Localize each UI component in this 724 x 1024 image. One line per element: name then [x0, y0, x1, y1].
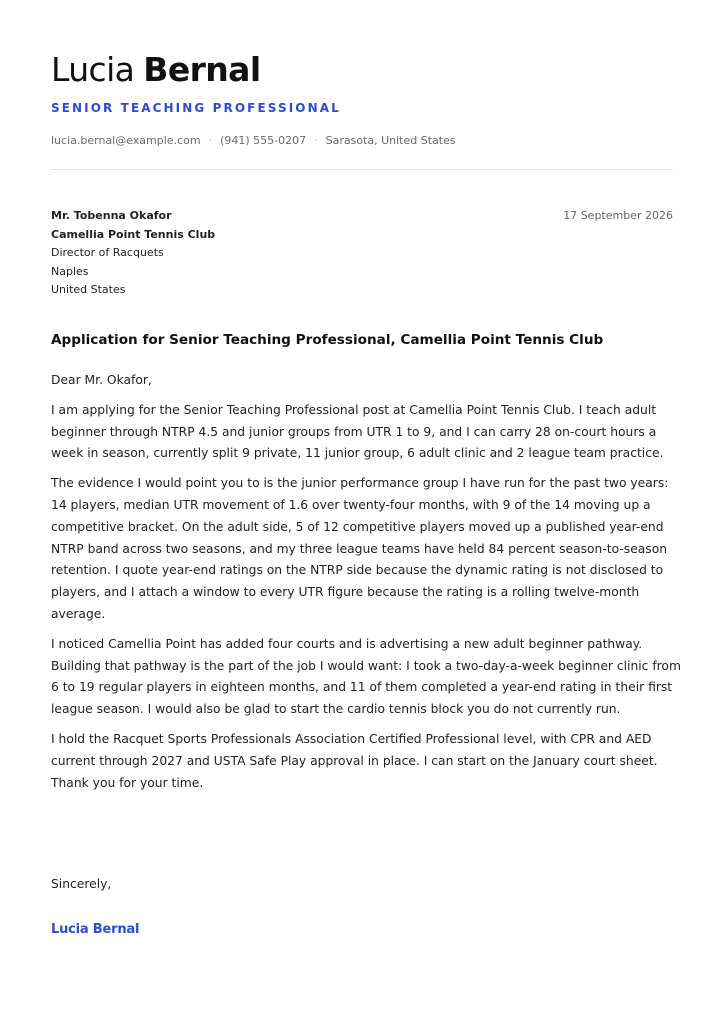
closing: Sincerely,	[51, 877, 112, 891]
letter-body	[51, 370, 681, 802]
body-paragraph: I noticed Camellia Point has added four courts and is advertising a new adult beginner pathway. Building that pathway is the part of the job I would want: I took a two-day-a-week beginner clinic from 6 to 19 regular players in eighteen months, and 11 of them completed a year-end rating in their first league season. I would also be glad to start the cardio tennis block you do not currently run.	[51, 636, 681, 717]
applicant-role: SENIOR TEACHING PROFESSIONAL	[51, 101, 341, 115]
recipient-organization: Camellia Point Tennis Club	[51, 227, 216, 241]
salutation: Dear Mr. Okafor,	[51, 373, 152, 387]
contact-phone[interactable]: (941) 555-0207	[220, 134, 307, 147]
recipient-block	[51, 207, 215, 300]
contact-location: Sarasota, United States	[325, 134, 456, 147]
letter-subject: Application for Senior Teaching Professional, Camellia Point Tennis Club	[51, 332, 604, 348]
recipient-country: United States	[51, 283, 126, 297]
applicant-first-name: Lucia	[51, 50, 135, 89]
contact-line	[51, 133, 456, 149]
contact-separator: ·	[208, 134, 213, 147]
body-paragraph: The evidence I would point you to is the junior performance group I have run for the past two years: 14 players, median UTR movement of 1.6 over twenty-four months, with 9 of the 14 moving up a competitive bracket. On the adult side, 5 of 12 competitive players moved up a published year-end NTRP band across two seasons, and my three league teams have held 84 percent season-to-season retention. I quote year-end ratings on the NTRP side because the dynamic rating is not disclosed to players, and I attach a window to every UTR figure because the rating is a rolling twelve-month average.	[51, 476, 669, 621]
recipient-city: Naples	[51, 264, 89, 278]
signature: Lucia Bernal	[51, 922, 140, 937]
letter-date: 17 September 2026	[563, 209, 673, 222]
body-paragraph: I am applying for the Senior Teaching Professional post at Camellia Point Tennis Club. I teach adult beginner through NTRP 4.5 and junior groups from UTR 1 to 9, and I can carry 28 on-court hours a week in season, currently split 9 private, 11 junior group, 6 adult clinic and 2 league team practice.	[51, 402, 664, 461]
body-paragraph: I hold the Racquet Sports Professionals Association Certified Professional level, with CPR and AED current through 2027 and USTA Safe Play approval in place. I can start on the January court sheet. Thank you for your time.	[51, 731, 658, 790]
header-divider	[51, 169, 673, 170]
applicant-last-name: Bernal	[143, 50, 261, 89]
contact-email[interactable]: lucia.bernal@example.com	[51, 134, 201, 147]
contact-separator: ·	[314, 134, 318, 147]
recipient-name: Mr. Tobenna Okafor	[51, 209, 172, 222]
applicant-name	[51, 50, 261, 90]
recipient-title: Director of Racquets	[51, 246, 164, 260]
